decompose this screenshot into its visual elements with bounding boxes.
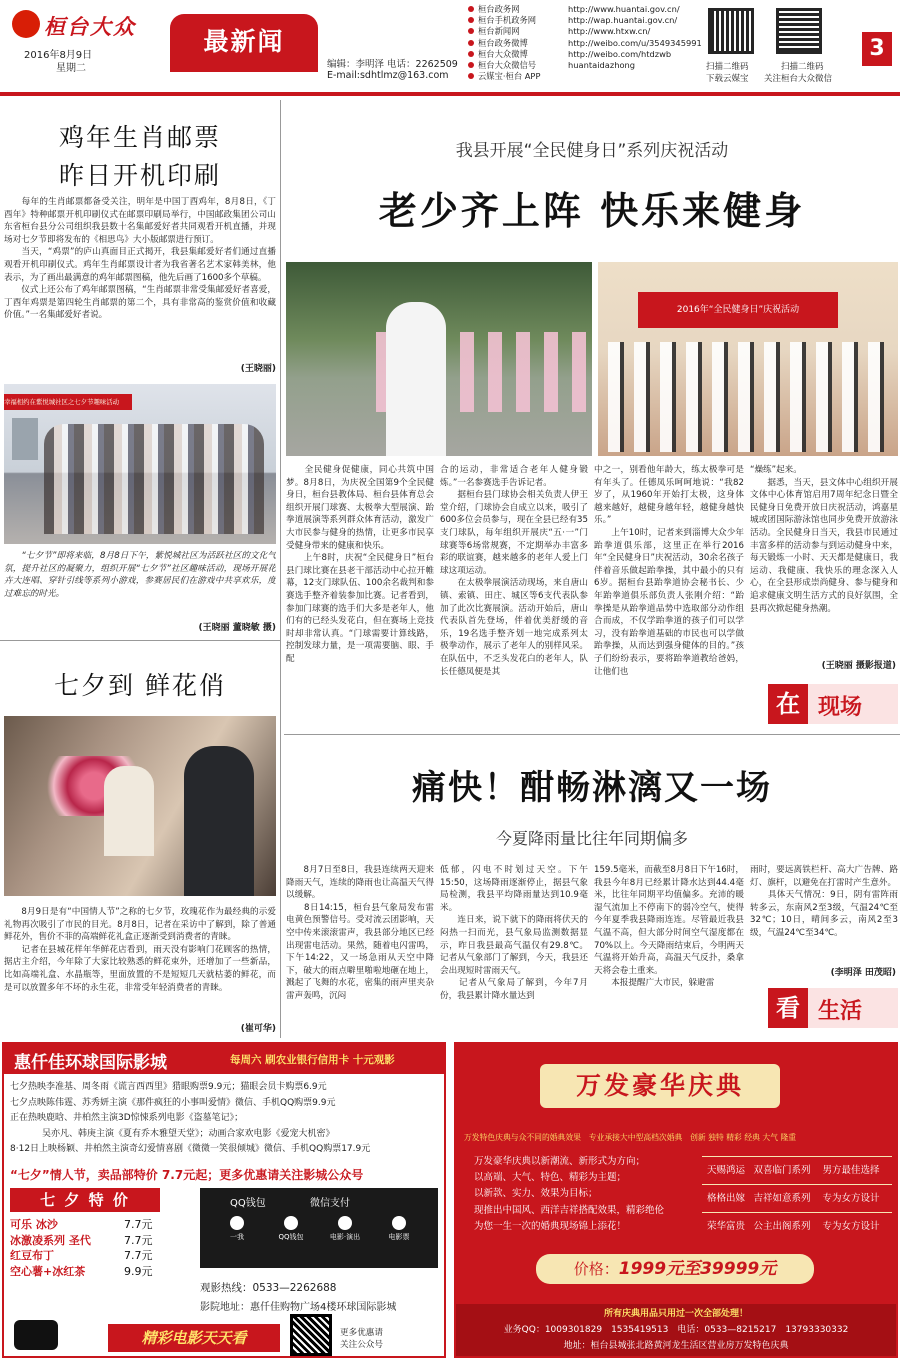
taichi-photo bbox=[286, 262, 592, 456]
wedding-text-5: 为您一生一次的婚典现场锦上添花！ bbox=[474, 1220, 627, 1232]
qr2-line1: 扫描二维码 bbox=[781, 62, 824, 72]
divider-1 bbox=[0, 640, 280, 641]
sale-line: “七夕”情人节，卖品部特价 7.7元起；更多优惠请关注影城公众号 bbox=[10, 1168, 364, 1182]
more-line2: 关注公众号 bbox=[340, 1340, 383, 1350]
fitness-kicker: 我县开展“全民健身日”系列庆祝活动 bbox=[455, 141, 729, 161]
pay-option-label: 电影·演出 bbox=[329, 1233, 361, 1241]
issue-date: 2016年8月9日 bbox=[24, 50, 93, 61]
package-row bbox=[702, 1156, 892, 1184]
tag-life-char: 看 bbox=[768, 988, 808, 1028]
logo-text: 桓台大众 bbox=[44, 14, 136, 39]
qr-code-wechat[interactable] bbox=[776, 8, 822, 54]
more-line1: 更多优惠请 bbox=[340, 1328, 383, 1338]
pay-icon-row bbox=[214, 1216, 424, 1244]
rain-col2: 低郁，闪电不时划过天空。下午15:50，这场降雨逐渐停止，据县气象局检测，我县平均降雨量达到10.9毫米。 连日来，说下就下的降雨将伏天的闷热一扫而光，县气象局监测数据显示，昨日我县最高气温仅有29.8℃。记者从气象部门了解到，今天，我县还会出现短时雷雨天气。 记者从气象局了解到，今年7月份，我县累计降水量达到 bbox=[440, 865, 588, 1001]
tag-life-text: 生活 bbox=[818, 999, 863, 1024]
woman-figure bbox=[104, 766, 154, 856]
link-url: http://www.huantai.gov.cn/ bbox=[568, 4, 680, 14]
pay-option-label: QQ钱包 bbox=[278, 1233, 304, 1241]
tag-2: 专业承接大中型高档次婚典 bbox=[588, 1133, 683, 1142]
item-price: 9.9元 bbox=[124, 1264, 153, 1278]
qr1-line2: 下载云媒宝 bbox=[706, 74, 749, 84]
package-cell: 专为女方设计 bbox=[822, 1193, 880, 1204]
section-title: 最新闻 bbox=[203, 27, 285, 56]
wedding-tags bbox=[464, 1132, 894, 1143]
header-link[interactable] bbox=[468, 26, 698, 37]
wedding-footer bbox=[456, 1304, 896, 1356]
pay-circle-icon bbox=[230, 1216, 244, 1230]
fitness-byline: (王晓丽 摄影报道) bbox=[821, 661, 896, 671]
taekwondo-photo bbox=[598, 262, 898, 456]
fitness-col3: 中之一，别看他年龄大，练太极拳可是有年头了。任德凤乐呵呵地说：“我82岁了，从1960年开始打太极，这身体越来越好，越健身越年轻，越健身越快乐。” 上午10时，记者来到淄博大众少年跆拳道俱乐部，这里正在举行2016年“全民健身日”庆祝活动，30余名孩子伴着音乐做起跆拳操，其中最小的只有6岁。据桓台县跆拳道协会秘书长、少年跆拳道俱乐部负责人张刚介绍：“跆拳操是从跆拳道品势中选取部分动作组合而成，不仅学跆拳道的孩子们可以学习，没有跆拳道基础的市民也可以学做跆拳操，从而达到强身健体的目的。”孩子们纷纷表示，要将跆拳道教给爸妈，让他们也 bbox=[594, 465, 744, 677]
item-name: 可乐 冰沙 bbox=[10, 1218, 58, 1231]
tag-onsite-char: 在 bbox=[768, 684, 808, 724]
bullet-icon bbox=[468, 73, 474, 79]
showtime-3: 正在热映鹿晗、井柏然主演3D惊悚系列电影《盗墓笔记》； bbox=[10, 1113, 244, 1124]
stamp-title2: 昨日开机印刷 bbox=[58, 161, 221, 190]
header-link[interactable] bbox=[468, 15, 698, 26]
showtime-4: 吴亦凡、韩庚主演《夏有乔木雅望天堂》；动画合家欢电影《爱宠大机密》 bbox=[42, 1128, 335, 1139]
link-name: 云媒宝·桓台 APP bbox=[478, 71, 541, 82]
cinema-header bbox=[4, 1044, 444, 1074]
tag-onsite-text: 现场 bbox=[818, 695, 863, 720]
link-url: http://www.htxw.cn/ bbox=[568, 26, 651, 37]
window-shape bbox=[12, 418, 38, 460]
qq-wallet-label: QQ钱包 bbox=[230, 1198, 266, 1209]
photo-banner-text: 幸福相约在紫悦城社区之七夕节趣味活动 bbox=[4, 398, 120, 406]
hotline: 观影热线：0533—2262688 bbox=[200, 1282, 337, 1294]
package-cell: 吉祥如意系列 bbox=[753, 1193, 811, 1204]
pay-circle-icon bbox=[338, 1216, 352, 1230]
rain-col1: 8月7日至8日，我县连续两天迎来降雨天气，连续的降雨也让高温天气得以缓解。 8日14:15，桓台县气象局发布雷电黄色预警信号。受对流云团影响，天空中传来滚滚雷声，我县部分地区已经出现雷电活动。果然，随着电闪雷鸣，下午14:22，又一场急雨从天空中降下，破大的雨点噼里啪啦地砸在地上，溅起了飞舞的水花，密集的雨声里夹杂雷声轰鸣，沉闷 bbox=[286, 865, 434, 1001]
master-figure bbox=[386, 302, 446, 456]
special-item bbox=[10, 1263, 170, 1279]
special-banner-text: 七 夕 特 价 bbox=[40, 1191, 130, 1209]
stamp-body: 每年的生肖邮票都备受关注，明年是中国丁酉鸡年，8月8日，《丁酉年》特种邮票开机印刷仪式在邮票印刷局举行，中国邮政集团公司山东省桓台县分公司组织我县数十名集邮爱好者共同观看开机直播，并现场对七夕节即将发布的《相思鸟》大小版邮票进行预订。 当天，“鸡票”的庐山真面目正式揭开，我县集邮爱好者们通过直播观看开机印刷仪式。鸡年生肖邮票设计者为我省著名艺术家韩美林，他表示，为了画出最满意的鸡年邮票图稿，他先后画了1600多个草稿。 仪式上还公布了鸡年邮票图稿，“生肖邮票非常受集邮爱好者喜爱，丁酉年鸡票是第四轮生肖邮票的第二个，具有非常高的鉴赏价值和收藏价值。”一名集邮爱好者说。 bbox=[4, 197, 276, 321]
pay-circle-icon bbox=[284, 1216, 298, 1230]
package-cell: 公主出阁系列 bbox=[753, 1221, 811, 1232]
camera-icon bbox=[14, 1320, 58, 1350]
wedding-text-3: 以新款、实力、效果为目标； bbox=[474, 1188, 598, 1200]
footer-1: 所有庆典用品只用过一次全部处理！ bbox=[603, 1309, 748, 1319]
special-banner bbox=[10, 1188, 160, 1212]
pay-option-label: 电影票 bbox=[388, 1233, 410, 1241]
footer-2: 业务QQ：1009301829 1535419513 电话：0533—8215217 13793330332 bbox=[503, 1325, 849, 1335]
qr2-line2: 关注桓台大众微信 bbox=[764, 74, 833, 84]
header-link[interactable] bbox=[468, 71, 698, 82]
header-link[interactable] bbox=[468, 49, 698, 60]
rain-byline: (李明泽 田茂昭) bbox=[830, 968, 896, 978]
pay-option-icon[interactable] bbox=[214, 1216, 260, 1244]
link-url: http://weibo.com/u/3549345991 bbox=[568, 37, 702, 48]
item-price: 7.7元 bbox=[124, 1249, 153, 1262]
wechat-pay-label: 微信支付 bbox=[310, 1198, 350, 1209]
link-name: 桓台手机政务网 bbox=[478, 15, 537, 26]
wedding-text-2: 以高端、大气、特色、精彩为主题； bbox=[474, 1172, 627, 1184]
bullet-icon bbox=[468, 62, 474, 68]
link-url: huantaidazhong bbox=[568, 59, 636, 70]
rain-col3: 159.5毫米，而截至8月8日下午16时，我县今年8月已经累计降水达到44.4毫米，比往年同期平均值偏多。充沛的暖湿气流加上不停南下的弱冷空气，使得今年夏季我县降雨连连。尽管最近我县气温不高，但大部分时间空气湿度都在70%以上。今天降雨结束后，今明两天气温将开始升高，高温天气反扑，桑拿天将会卷土重来。 本报提醒广大市民，躲避雷 bbox=[594, 865, 744, 989]
left-column-rule bbox=[280, 100, 281, 1038]
wedding-text-1: 万发豪华庆典以新潮流、新形式为方向； bbox=[474, 1156, 646, 1167]
section-badge bbox=[170, 14, 318, 72]
qixi-title: 七夕到 鲜花俏 bbox=[54, 671, 226, 700]
editor-email: E-mail:sdhtlmz@163.com bbox=[327, 70, 449, 81]
address: 影院地址：惠仟佳购物广场4楼环球国际影城 bbox=[200, 1302, 397, 1313]
wedding-text bbox=[474, 1154, 702, 1235]
link-name: 桓台大众微博 bbox=[478, 48, 528, 59]
fitness-col1: 全民健身促健康，同心共筑中国梦。8月8日，为庆祝全国第9个全民健身日，桓台县教体局、桓台县体育总会组织开展门球赛、太极拳大型展演、跆拳道展演等系列群众体育活动，激发广大市民参与健身的热情，让更多市民享受健身带来的健康和快乐。 上午8时，庆祝“全民健身日”桓台县门球比赛在县老干部活动中心拉开帷幕，12支门球队伍、100余名裁判和参赛选手整齐着装参加比赛。记者看到，参加门球赛的选手们大多是老年人，他们有的已经头发花白，但在赛场上竞技时却非常认真。“门球需要计算线路，控制发球力量，是一项需要脑、眼、手配 bbox=[286, 465, 434, 664]
slogan-text: 精彩电影天天看 bbox=[141, 1329, 247, 1347]
community-caption: “七夕节”即将来临，8月8日下午，紫悦城社区为活跃社区的文化气氛，提升社区的凝聚力，组织开展“七夕节”社区趣味活动，现场开展花卉大连唱、穿针引线等系列小游戏，参赛居民们在游戏中共享欢乐，度过难忘的时光。 bbox=[4, 551, 276, 599]
pay-option-label: 一我 bbox=[230, 1233, 244, 1241]
link-url: http://wap.huantai.gov.cn/ bbox=[568, 15, 678, 26]
tag-3: 创新 独特 精彩 经典 大气 隆重 bbox=[690, 1133, 797, 1142]
rain-col4: 雨时，要远离铁栏杆、高大广告牌、路灯、旗杆，以避免在打雷时产生意外。 具体天气情况：9日，阴有雷阵雨转多云，东南风2至3级，气温24℃至32℃；10日，晴间多云，南风2至3级，气温24℃至34℃。 bbox=[750, 865, 898, 938]
qr-code-app[interactable] bbox=[708, 8, 754, 54]
kids-group bbox=[608, 342, 888, 452]
package-cell: 格格出嫁 bbox=[706, 1193, 745, 1204]
pay-circle-icon bbox=[392, 1216, 406, 1230]
special-item bbox=[10, 1232, 170, 1248]
package-cell: 荣华富贵 bbox=[706, 1221, 745, 1232]
item-price: 7.7元 bbox=[124, 1218, 153, 1231]
bullet-icon bbox=[468, 40, 474, 46]
cinema-qr-code[interactable] bbox=[290, 1314, 332, 1356]
event-banner-text: 2016年“全民健身日”庆祝活动 bbox=[676, 305, 800, 315]
package-row bbox=[702, 1212, 892, 1240]
community-photo bbox=[4, 384, 276, 544]
link-name: 桓台新闻网 bbox=[478, 26, 520, 37]
wedding-ad bbox=[454, 1042, 898, 1358]
man-figure bbox=[184, 746, 254, 896]
footer-3: 地址：桓台县城张北路黄河龙生活区营业房万发特色庆典 bbox=[563, 1341, 789, 1351]
wedding-text-4: 现推出中国风、西洋吉祥搭配效果，精彩绝伦 bbox=[474, 1204, 665, 1216]
pay-option-icon[interactable] bbox=[322, 1216, 368, 1244]
bullet-icon bbox=[468, 6, 474, 12]
special-item bbox=[10, 1247, 170, 1263]
header-rule bbox=[0, 92, 900, 96]
header-link[interactable] bbox=[468, 37, 702, 49]
slogan-banner bbox=[108, 1324, 280, 1352]
tag-onsite bbox=[768, 684, 898, 724]
header-link[interactable] bbox=[468, 60, 698, 71]
bullet-icon bbox=[468, 17, 474, 23]
fitness-col4: “燥练”起来。 据悉，当天，县文体中心组织开展文体中心体育馆启用7周年纪念日暨全民健身日免费开放日庆祝活动，鸿嘉星城或团国际游泳馆也同步免费开放游泳活动。全民健身日当天，我县市民通过丰富多样的活动参与到运动健身中来，每天锻炼一小时、天天都是健康日，我运动、我健康、我快乐的理念深入人心，在全县形成崇尚健身、参与健身和追求健康文明生活方式的良好氛围，全县再次掀起健身热潮。 bbox=[750, 465, 898, 614]
payment-panel bbox=[200, 1188, 438, 1268]
rain-subtitle: 今夏降雨量比往年同期偏多 bbox=[495, 829, 688, 848]
package-row bbox=[702, 1184, 892, 1212]
rain-title: 痛快！酣畅淋漓又一场 bbox=[412, 768, 772, 808]
page-number bbox=[862, 32, 892, 66]
pay-option-icon[interactable] bbox=[376, 1216, 422, 1244]
qixi-byline: (崔可华) bbox=[240, 1024, 276, 1034]
cinema-promo: 每周六 刷农业银行信用卡 十元观影 bbox=[230, 1054, 395, 1066]
price-label: 价格： bbox=[573, 1260, 619, 1278]
header-link[interactable] bbox=[468, 4, 698, 15]
bullet-icon bbox=[468, 51, 474, 57]
package-table bbox=[702, 1156, 892, 1240]
page-number-text: 3 bbox=[869, 36, 885, 61]
event-banner bbox=[638, 292, 838, 328]
community-caption-byline: (王晓丽 董晓敏 摄) bbox=[198, 623, 276, 633]
tag-1: 万发特色庆典与众不同的婚典效果 bbox=[464, 1133, 581, 1142]
link-name: 桓台政务网 bbox=[478, 4, 520, 14]
showtime-2: 七夕点映陈伟霆、苏秀妍主演《那件疯狂的小事叫爱情》微信、手机QQ购票9.9元 bbox=[10, 1097, 336, 1108]
package-cell: 男方最佳选择 bbox=[822, 1165, 880, 1176]
price-bar bbox=[536, 1254, 814, 1284]
package-cell: 天赐鸿运 bbox=[706, 1165, 745, 1176]
item-name: 冰激凌系列 圣代 bbox=[10, 1233, 91, 1247]
package-cell: 专为女方设计 bbox=[822, 1221, 880, 1232]
special-items bbox=[10, 1216, 170, 1278]
bullet-icon bbox=[468, 28, 474, 34]
cinema-ad bbox=[2, 1042, 446, 1358]
qixi-body: 8月9日是有“中国情人节”之称的七夕节，玫瑰花作为最经典的示爱礼物再次吸引了市民的目光。8月8日，记者在采访中了解到，除了普通鲜花外，售价不菲的高端鲜花礼盒正逐渐受到消费者的青睐。 记者在县城花样年华鲜花店看到，雨天没有影响门花顾客的热情，据店主介绍，今年除了大家比较熟悉的鲜花束外，还增加了一些新品，比如高端礼盒、水晶瓶等，里面放置的不是短短几天就枯萎的鲜花，而是可以放置多年不坏的永生花，非常受年轻消费者的青睐。 bbox=[4, 907, 276, 993]
showtime-5: 8·12日上映杨颖、井柏然主演奇幻爱情喜剧《微微一笑很倾城》微信、手机QQ购票17.9元 bbox=[10, 1144, 371, 1155]
cinema-showtimes bbox=[10, 1080, 442, 1158]
header-links bbox=[468, 4, 702, 82]
masthead bbox=[4, 8, 174, 74]
logo-mark-icon bbox=[12, 10, 40, 38]
tag-life bbox=[768, 988, 898, 1028]
fitness-col2: 合的运动，非常适合老年人健身锻炼。”一名参赛选手告诉记者。 据桓台县门球协会相关负责人伊王堂介绍，门球协会自成立以来，吸引了600多位会员参与，现在全县已经有35支门球队，每年组织开展庆“五·一”门球赛等6场常规赛，不定期举办丰富多彩的联谊赛，越来越多的老年人爱上门球这项运动。 在太极拳展演活动现场，来自唐山镇、索镇、田庄、城区等6支代表队参加了此次比赛展演。活动开始后，唐山代表队首先登场，伴着优美舒缓的音乐，19名选手整齐划一地完成系列太极拳动作，展示了老年人的别样风采。在队伍中，不乏头发花白的老年人，队长任德凤便是其 bbox=[440, 465, 588, 677]
issue-weekday: 星期二 bbox=[56, 63, 86, 74]
editor-line: 编辑：李明泽 电话：2262509 bbox=[327, 59, 458, 70]
wedding-title-box bbox=[540, 1064, 780, 1108]
qr1-line1: 扫描二维码 bbox=[706, 62, 749, 72]
photo-banner bbox=[4, 394, 132, 410]
link-name: 桓台大众微信号 bbox=[478, 59, 537, 70]
divider-2 bbox=[284, 734, 900, 735]
price-value: 1999元至39999元 bbox=[618, 1259, 777, 1279]
package-cell: 双喜临门系列 bbox=[753, 1165, 811, 1176]
link-url: http://weibo.com/htdzwb bbox=[568, 48, 672, 59]
special-item bbox=[10, 1216, 170, 1232]
people-shapes bbox=[44, 424, 264, 534]
fitness-title: 老少齐上阵 快乐来健身 bbox=[378, 188, 806, 233]
showtime-1: 七夕热映李准基、周冬雨《谎言西西里》猎眼购票9.9元；猫眼会员卡购票6.9元 bbox=[10, 1082, 327, 1092]
link-name: 桓台政务微博 bbox=[478, 37, 528, 48]
cinema-title: 惠仟佳环球国际影城 bbox=[14, 1053, 167, 1073]
item-name: 红豆布丁 bbox=[10, 1249, 54, 1262]
stamp-byline: (王晓丽) bbox=[240, 364, 276, 374]
wedding-title: 万发豪华庆典 bbox=[575, 1071, 744, 1100]
flower-shop-photo bbox=[4, 716, 276, 896]
pay-option-icon[interactable] bbox=[268, 1216, 314, 1244]
stamp-title: 鸡年生肖邮票 bbox=[58, 123, 221, 152]
item-name: 空心薯+冰红茶 bbox=[10, 1264, 86, 1278]
item-price: 7.7元 bbox=[124, 1233, 153, 1247]
